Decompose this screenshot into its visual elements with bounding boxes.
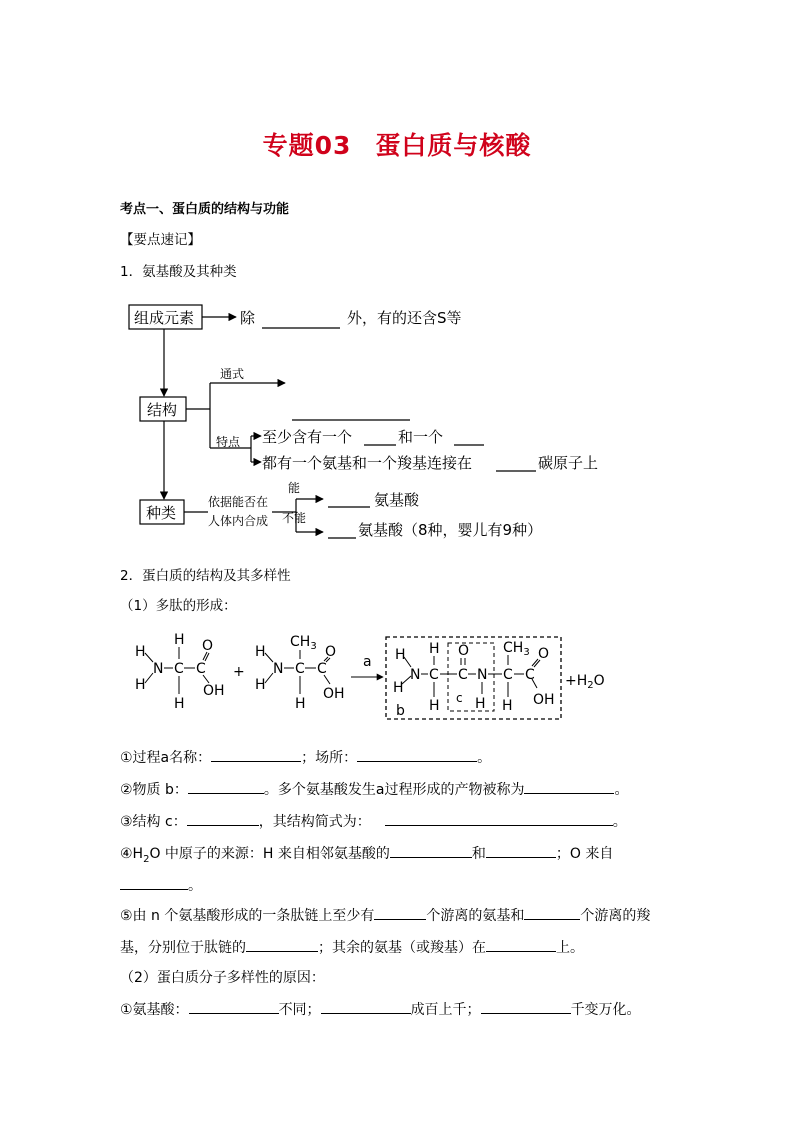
q3-blank-1[interactable] [187,812,259,826]
formula-label: 通式 [220,367,245,381]
title-part2: 蛋白质与核酸 [375,131,532,160]
dip-h5: H [475,696,486,712]
water-product: $+H_2O$ [565,673,605,691]
feature1-text-b: 和一个 [398,428,444,446]
q1-blank-2[interactable] [357,748,477,762]
q4-blank-1[interactable] [390,844,472,858]
q6-blank-3[interactable] [481,1000,571,1014]
ala-h1: H [255,644,266,660]
question-1: ①过程a名称： ；场所： 。 [120,750,492,766]
q5-blank-1[interactable] [374,906,426,920]
question-5-cont: 基，分别位于肽链的 ；其余的氨基（或羧基）在 上。 [120,940,584,956]
peptide-reaction-diagram [125,626,625,726]
feature2-text-b: 碳原子上 [538,454,599,472]
dip-h2: H [393,680,404,696]
q6-blank-2[interactable] [321,1000,411,1014]
dip-oh: OH [533,692,555,708]
elements-post-text: 外，有的还含S等 [347,309,462,327]
title-part1: 专题03 [262,131,352,160]
q4-blank-2[interactable] [486,844,556,858]
q4-blank-3[interactable] [120,876,188,890]
question-5: ⑤由 n 个氨基酸形成的一条肽链上至少有 个游离的氨基和 个游离的羧 [120,908,651,924]
structure-box-label: 结构 [147,401,178,419]
ala-oh: OH [323,686,345,702]
sub2-heading: （2）蛋白质分子多样性的原因： [120,970,325,986]
gly-oh: OH [203,683,225,699]
q2-blank-2[interactable] [524,780,614,794]
question-3: ③结构 c： ，其结构简式为： 。 [120,814,627,830]
plus-sign: + [233,664,245,680]
ala-h2: H [255,677,266,693]
ala-o: O [325,644,337,660]
dip-n2: N [477,667,488,683]
type1-text: 氨基酸 [374,491,420,509]
section-heading: 考点一、蛋白质的结构与功能 [120,202,290,217]
q5-blank-2[interactable] [524,906,580,920]
cannot-label: 不能 [282,511,307,525]
basis-line2: 人体内合成 [208,514,269,528]
dip-ch3: $CH_3$ [503,640,530,658]
sub1-heading: （1）多肽的形成： [120,598,237,614]
item1-heading: 1．氨基酸及其种类 [120,264,237,280]
dip-o2: O [538,646,550,662]
item2-heading: 2．蛋白质的结构及其多样性 [120,568,291,584]
feature1-text-a: 至少含有一个 [262,428,353,446]
dip-h1: H [395,647,406,663]
q5-blank-4[interactable] [486,938,556,952]
basis-line1: 依据能否在 [208,495,269,509]
dip-n1: N [410,667,421,683]
q3-blank-2[interactable] [385,812,613,826]
ala-ca: C [295,661,305,677]
dip-h6: H [502,698,513,714]
ala-n: N [273,661,284,677]
dip-ca2: C [503,667,513,683]
q1-blank-1[interactable] [211,748,301,762]
type2-text: 氨基酸（8种，婴儿有9种） [358,521,543,539]
label-c: c [456,691,463,705]
question-2: ②物质 b： 。多个氨基酸发生a过程形成的产物被称为 。 [120,782,629,798]
gly-h3: H [174,632,185,648]
ala-c: C [317,661,327,677]
types-box-label: 种类 [146,504,177,522]
dip-ca1: C [429,667,439,683]
amino-acid-concept-map [120,296,640,546]
arrow-label-a: a [363,654,372,670]
question-4: $④H_2O$ 中原子的来源：H 来自相邻氨基酸的 和 ；O 来自 [120,846,614,865]
q2-blank-1[interactable] [188,780,264,794]
q5-blank-3[interactable] [246,938,318,952]
dip-h4: H [429,698,440,714]
q6-blank-1[interactable] [189,1000,279,1014]
question-4-cont: 。 [120,876,202,896]
dip-h3: H [429,641,440,657]
ala-ch3: $CH_3$ [290,634,317,652]
feature-label: 特点 [216,435,241,449]
dip-o1: O [458,643,470,659]
gly-c: C [196,661,206,677]
label-b: b [396,703,405,719]
can-label: 能 [288,481,301,495]
elements-box-label: 组成元素 [134,309,195,327]
page-title [0,126,794,162]
gly-h2: H [135,677,146,693]
dip-c1: C [458,667,468,683]
gly-n: N [153,661,164,677]
gly-ca: C [174,661,184,677]
gly-o: O [202,638,214,654]
memo-heading: 【要点速记】 [120,232,201,248]
elements-pre-text: 除 [240,309,256,327]
feature2-text-a: 都有一个氨基和一个羧基连接在 [262,454,473,472]
dip-c2: C [525,667,535,683]
gly-h1: H [135,644,146,660]
ala-h3: H [295,696,306,712]
question-6: ①氨基酸： 不同； 成百上千； 千变万化。 [120,1002,641,1018]
gly-h4: H [174,696,185,712]
